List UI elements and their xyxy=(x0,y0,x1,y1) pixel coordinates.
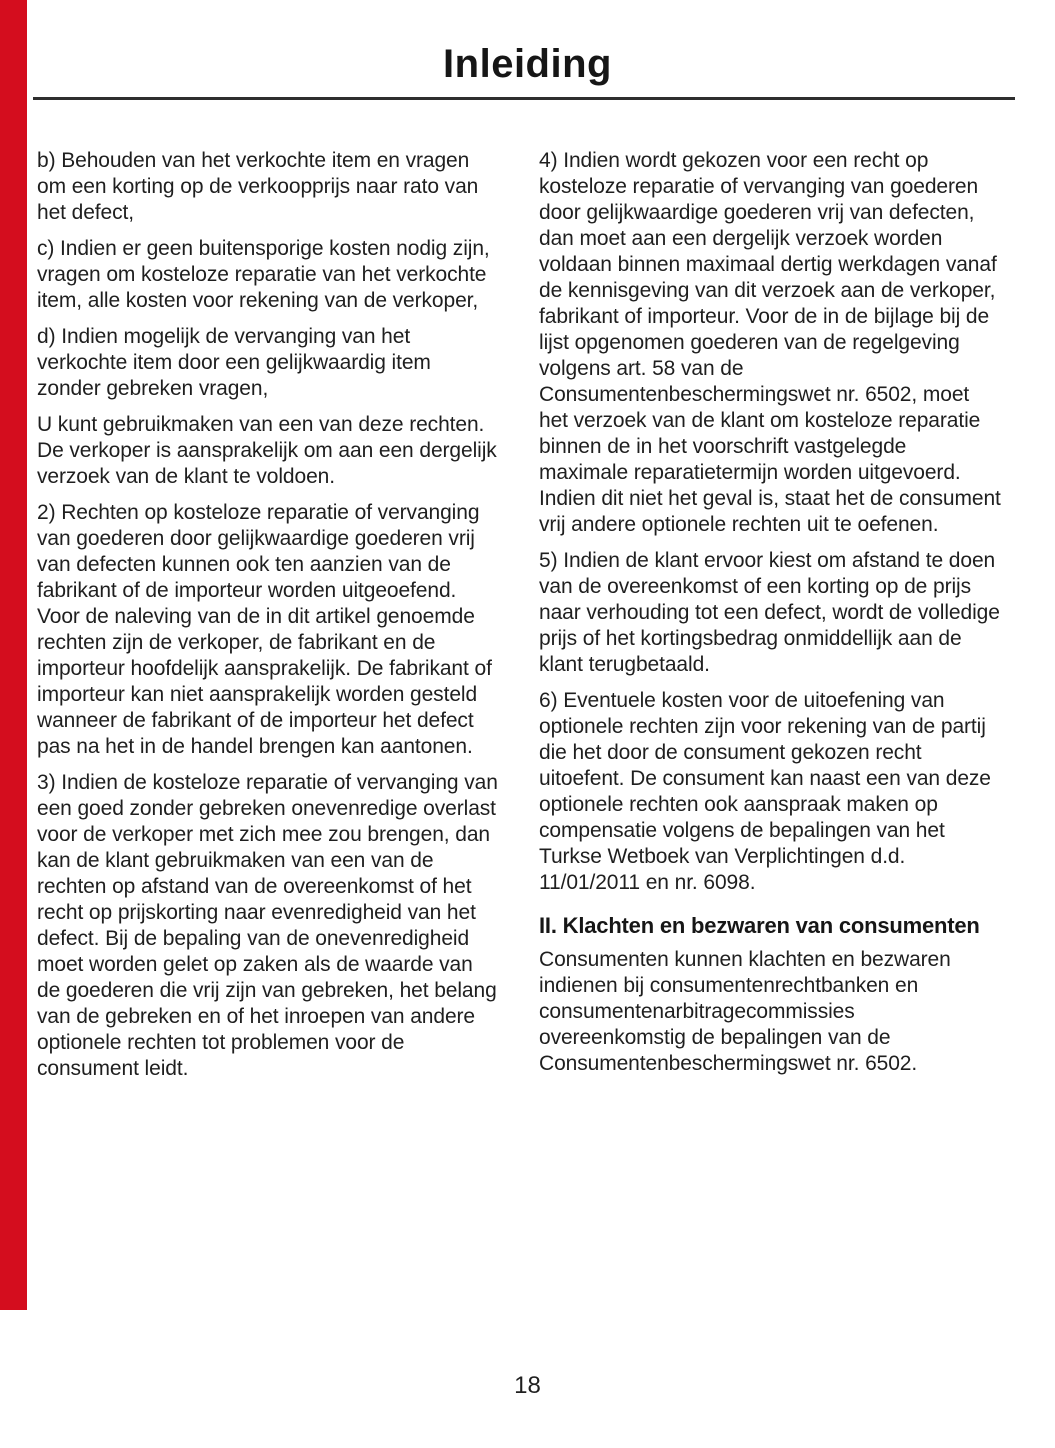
paragraph-2: 2) Rechten op kosteloze reparatie of vervanging van goederen door gelijkwaardige goederen vrij van defecten kunnen ook ten aanzien van de fabrikant of de importeur worden uitgeoefend. Voor de naleving van de in dit artikel genoemde rechten zijn de verkoper, de fabrikant en de importeur hoofdelijk aansprakelijk. De fabrikant of importeur kan niet aansprakelijk worden gesteld wanneer de fabrikant of de importeur het defect pas na het in de handel brengen kan aantonen. xyxy=(37,501,492,758)
section-edge-bar xyxy=(0,0,27,1310)
left-column xyxy=(37,148,499,1092)
page-title: Inleiding xyxy=(443,42,612,86)
paragraph-5: 5) Indien de klant ervoor kiest om afstand te doen van de overeenkomst of een korting op de prijs naar verhouding tot een defect, wordt de volledige prijs of het kortingsbedrag onmiddellijk aan de klant terugbetaald. xyxy=(539,549,1000,676)
paragraph-u-kunt: U kunt gebruikmaken van een van deze rechten. De verkoper is aansprakelijk om aan een dergelijk verzoek van de klant te voldoen. xyxy=(37,413,497,488)
page-number: 18 xyxy=(514,1372,541,1399)
paragraph-consumenten: Consumenten kunnen klachten en bezwaren indienen bij consumentenrechtbanken en consumentenarbitragecommissies overeenkomstig de bepalingen van de Consumentenbeschermingswet nr. 6502. xyxy=(539,948,951,1075)
paragraph-4: 4) Indien wordt gekozen voor een recht op kosteloze reparatie of vervanging van goederen door gelijkwaardige goederen vrij van defecten, dan moet aan een dergelijk verzoek worden voldaan binnen maximaal dertig werkdagen vanaf de kennisgeving van dit verzoek aan de verkoper, fabrikant of importeur. Voor de in de bijlage bij de lijst opgenomen goederen van de regelgeving volgens art. 58 van de Consumentenbeschermingswet nr. 6502, moet het verzoek van de klant om kosteloze reparatie binnen de in het voorschrift vastgelegde maximale reparatietermijn worden uitgevoerd. Indien dit niet het geval is, staat het de consument vrij andere optionele rechten uit te oefenen. xyxy=(539,149,1001,536)
paragraph-6: 6) Eventuele kosten voor de uitoefening van optionele rechten zijn voor rekening van de partij die het door de consument gekozen recht uitoefent. De consument kan naast een van deze optionele rechten ook aanspraak maken op compensatie volgens de bepalingen van het Turkse Wetboek van Verplichtingen d.d. 11/01/2011 en nr. 6098. xyxy=(539,689,991,894)
paragraph-3: 3) Indien de kosteloze reparatie of vervanging van een goed zonder gebreken onevenredige overlast voor de verkoper met zich mee zou brengen, dan kan de klant gebruikmaken van een van de rechten op afstand van de overeenkomst of het recht op prijskorting naar evenredigheid van het defect. Bij de bepaling van de onevenredigheid moet worden gelet op zaken als de waarde van de goederen die vrij zijn van gebreken, het belang van de gebreken en of het inroepen van andere optionele rechten tot problemen voor de consument leidt. xyxy=(37,771,498,1080)
right-column xyxy=(539,148,1001,1092)
paragraph-b: b) Behouden van het verkochte item en vragen om een korting op de verkoopprijs naar rato van het defect, xyxy=(37,149,479,224)
paragraph-d: d) Indien mogelijk de vervanging van het verkochte item door een gelijkwaardig item zonder gebreken vragen, xyxy=(37,325,431,400)
section-heading-klachten: II. Klachten en bezwaren van consumenten xyxy=(539,913,980,938)
title-divider xyxy=(33,97,1015,100)
content-columns xyxy=(37,148,1001,1092)
paragraph-c: c) Indien er geen buitensporige kosten nodig zijn, vragen om kosteloze reparatie van het verkochte item, alle kosten voor rekening van de verkoper, xyxy=(37,237,490,312)
